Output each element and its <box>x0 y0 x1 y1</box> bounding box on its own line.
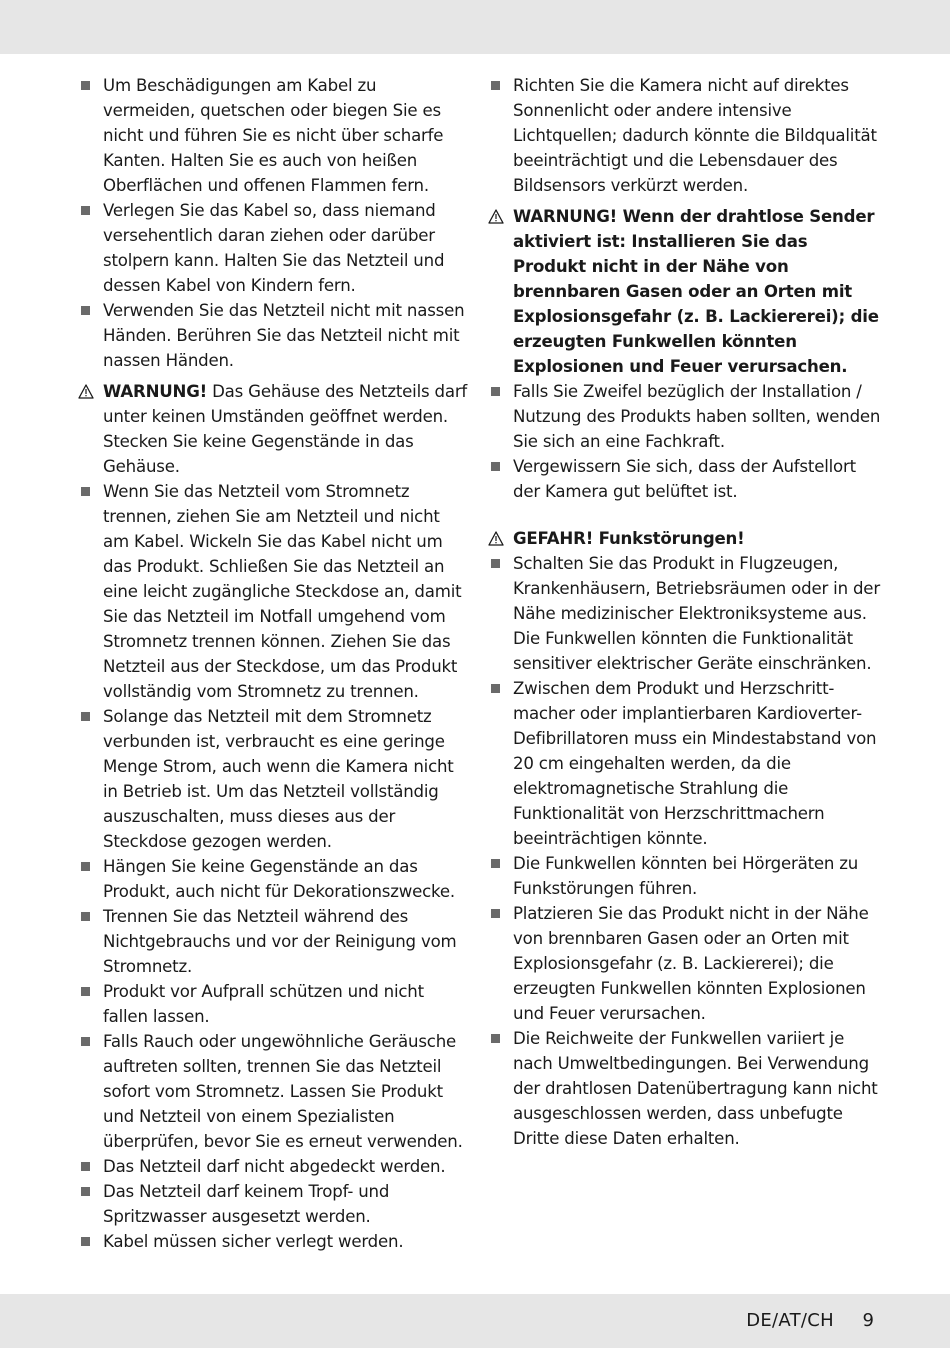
page-number: 9 <box>862 1310 874 1331</box>
warning-item <box>78 379 470 479</box>
item-text: Die Funkwellen könnten bei Hörgeräten zu Funkstörungen führen. <box>513 854 859 898</box>
item-text: Falls Rauch oder ungewöhnliche Geräusche auftreten sollten, trennen Sie das Netzteil sofort vom Stromnetz. Lassen Sie Produkt und Netzteil von einem Spezialisten überprüfen, bevor Sie es erneut verwenden. <box>103 1032 463 1151</box>
item-text: Trennen Sie das Netzteil während des Nichtgebrauchs und vor der Reinigung vom Stromnetz. <box>103 907 457 976</box>
square-bullet-icon <box>81 487 90 496</box>
item-text: Die Reichweite der Funkwellen variiert je nach Umweltbedingungen. Bei Verwendung der drahtlosen Datenübertragung kann nicht ausgeschlossen werden, dass unbefugte Dritte diese Daten erhalten. <box>513 1029 878 1148</box>
warning-text: WARNUNG! Wenn der drahtlose Sender aktiviert ist: Installieren Sie das Produkt nicht in der Nähe von brennbaren Gasen oder an Orten mit Explosionsgefahr (z. B. Lackiererei); die erzeugten Funkwellen könnten Explosionen und Feuer verursachen. <box>513 207 879 376</box>
left-column <box>78 73 470 1254</box>
item-text: Das Netzteil darf nicht abgedeckt werden. <box>103 1157 446 1176</box>
list-item <box>78 1229 470 1254</box>
list-item <box>78 1179 470 1229</box>
item-text: Platzieren Sie das Produkt nicht in der Nähe von brennbaren Gasen oder an Orten mit Explosionsgefahr (z. B. Lackiererei); die erzeugten Funkwellen könnten Explosionen und Feuer verursachen. <box>513 904 869 1023</box>
square-bullet-icon <box>491 462 500 471</box>
warning-triangle-icon <box>488 209 504 224</box>
item-text: Kabel müssen sicher verlegt werden. <box>103 1232 404 1251</box>
list-item <box>78 479 470 704</box>
item-text: Vergewissern Sie sich, dass der Aufstellort der Kamera gut belüftet ist. <box>513 457 856 501</box>
list-item <box>488 73 882 198</box>
square-bullet-icon <box>491 81 500 90</box>
list-item <box>78 904 470 979</box>
header-band <box>0 0 950 54</box>
list-item <box>78 704 470 854</box>
square-bullet-icon <box>491 559 500 568</box>
list-item <box>488 851 882 901</box>
item-text: Hängen Sie keine Gegenstände an das Produkt, auch nicht für Dekorationszwecke. <box>103 857 455 901</box>
list-item <box>488 551 882 676</box>
square-bullet-icon <box>81 206 90 215</box>
list-item <box>488 1026 882 1151</box>
square-bullet-icon <box>81 306 90 315</box>
square-bullet-icon <box>81 1187 90 1196</box>
item-text: Um Beschädigungen am Kabel zu vermeiden, quetschen oder biegen Sie es nicht und führen Sie es nicht über scharfe Kanten. Halten Sie es auch von heißen Oberflächen und offenen Flammen fern. <box>103 76 444 195</box>
item-text: Verlegen Sie das Kabel so, dass niemand versehentlich daran ziehen oder darüber stolpern kann. Halten Sie das Netzteil und dessen Kabel von Kindern fern. <box>103 201 445 295</box>
danger-heading <box>488 526 882 551</box>
square-bullet-icon <box>491 859 500 868</box>
warning-triangle-icon <box>78 384 94 399</box>
square-bullet-icon <box>81 712 90 721</box>
item-text: Produkt vor Aufprall schützen und nicht fallen lassen. <box>103 982 424 1026</box>
square-bullet-icon <box>81 1237 90 1246</box>
item-text: Zwischen dem Produkt und Herzschritt-macher oder implantierbaren Kardioverter-Defibrillatoren muss ein Mindestabstand von 20 cm eingehalten werden, da die elektromagnetische Strahlung die Funktionalität von Herzschrittmachern beeinträchtigen könnte. <box>513 679 877 848</box>
square-bullet-icon <box>491 909 500 918</box>
square-bullet-icon <box>491 387 500 396</box>
item-text: Das Netzteil darf keinem Tropf- und Spritzwasser ausgesetzt werden. <box>103 1182 390 1226</box>
item-text: Richten Sie die Kamera nicht auf direktes Sonnenlicht oder andere intensive Lichtquellen; dadurch könnte die Bildqualität beeinträchtigt und die Lebensdauer des Bildsensors verkürzt werden. <box>513 76 877 195</box>
list-item <box>78 298 470 373</box>
item-text: Falls Sie Zweifel bezüglich der Installation / Nutzung des Produkts haben sollten, wenden Sie sich an eine Fachkraft. <box>513 382 881 451</box>
square-bullet-icon <box>81 81 90 90</box>
item-text: Solange das Netzteil mit dem Stromnetz verbunden ist, verbraucht es eine geringe Menge Strom, auch wenn die Kamera nicht in Betrieb ist. Um das Netzteil vollständig auszuschalten, muss dieses aus der Steckdose gezogen werden. <box>103 707 454 851</box>
item-text: Wenn Sie das Netzteil vom Stromnetz trennen, ziehen Sie am Netzteil und nicht am Kabel. Wickeln Sie das Kabel nicht um das Produkt. Schließen Sie das Netzteil an eine leicht zugängliche Steckdose an, damit Sie das Netzteil im Notfall umgehend vom Stromnetz trennen können. Ziehen Sie das Netzteil aus der Steckdose, um das Produkt vollständig vom Stromnetz zu trennen. <box>103 482 462 701</box>
square-bullet-icon <box>81 912 90 921</box>
warning-item <box>488 204 882 379</box>
list-item <box>488 676 882 851</box>
item-text: Verwenden Sie das Netzteil nicht mit nassen Händen. Berühren Sie das Netzteil nicht mit nassen Händen. <box>103 301 465 370</box>
warning-label: WARNUNG! <box>103 382 208 401</box>
warning-text: Das Gehäuse des Netzteils darf unter keinen Umständen geöffnet werden. Stecken Sie keine Gegenstände in das Gehäuse. <box>103 382 468 476</box>
list-item <box>78 854 470 904</box>
footer-region: DE/AT/CH <box>746 1310 834 1331</box>
danger-heading-text: GEFAHR! Funkstörungen! <box>513 529 745 548</box>
warning-triangle-icon <box>488 531 504 546</box>
list-item <box>78 73 470 198</box>
list-item <box>488 379 882 454</box>
list-item <box>78 198 470 298</box>
square-bullet-icon <box>81 862 90 871</box>
right-column <box>488 73 882 1151</box>
list-item <box>488 901 882 1026</box>
list-item <box>488 454 882 504</box>
square-bullet-icon <box>81 1162 90 1171</box>
square-bullet-icon <box>491 1034 500 1043</box>
list-item <box>78 1154 470 1179</box>
list-item <box>78 979 470 1029</box>
item-text: Schalten Sie das Produkt in Flugzeugen, Krankenhäusern, Betriebsräumen oder in der Nähe medizinischer Elektroniksysteme aus. Die Funkwellen könnten die Funktionalität sensitiver elektrischer Geräte einschränken. <box>513 554 880 673</box>
square-bullet-icon <box>81 1037 90 1046</box>
square-bullet-icon <box>81 987 90 996</box>
square-bullet-icon <box>491 684 500 693</box>
list-item <box>78 1029 470 1154</box>
